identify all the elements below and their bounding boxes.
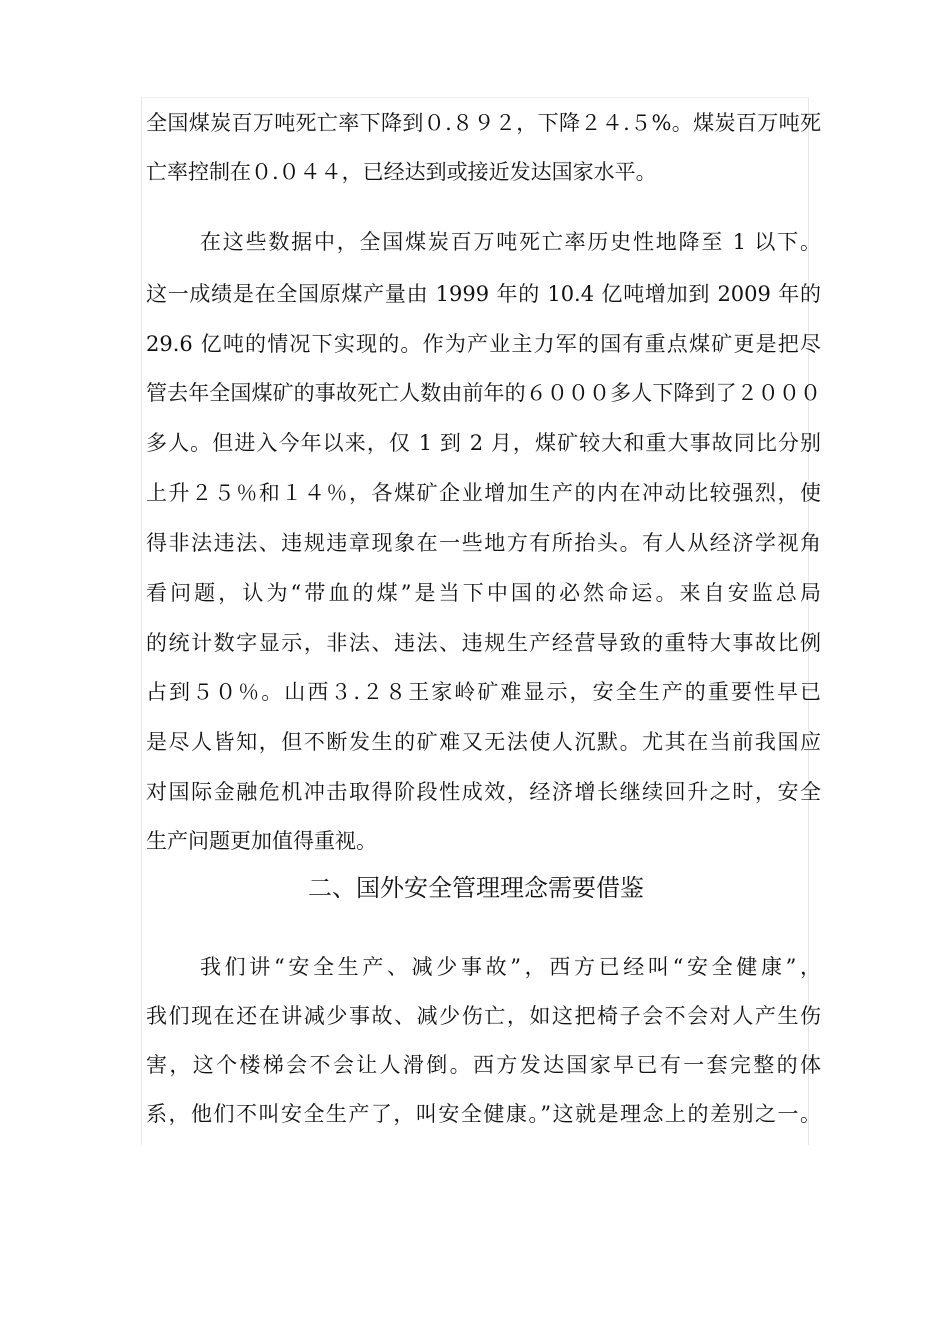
paragraph-3-line-4: 系，他们不叫安全生产了，叫安全健康。”这就是理念上的差别之一。 — [146, 1102, 821, 1126]
paragraph-2-line-9: 的统计数字显示，非法、违法、违规生产经营导致的重特大事故比例 — [146, 631, 821, 655]
paragraph-2-line-4: 管去年全国煤矿的事故死亡人数由前年的６０００多人下降到了２０００ — [146, 381, 821, 405]
paragraph-3-line-1: 我们讲“安全生产、减少事故”，西方已经叫“安全健康”， — [200, 955, 821, 979]
paragraph-2-line-7: 得非法违法、违规违章现象在一些地方有所抬头。有人从经济学视角 — [146, 531, 821, 555]
paragraph-1-line-1: 全国煤炭百万吨死亡率下降到０.８９２，下降２４.５%。煤炭百万吨死 — [146, 111, 821, 135]
paragraph-3-line-2: 我们现在还在讲减少事故、减少伤亡，如这把椅子会不会对人产生伤 — [146, 1004, 821, 1028]
paragraph-2-line-13: 生产问题更加值得重视。 — [146, 829, 377, 853]
paragraph-1-line-2: 亡率控制在０.０４４，已经达到或接近发达国家水平。 — [146, 160, 657, 184]
paragraph-2-line-3: 29.6 亿吨的情况下实现的。作为产业主力军的国有重点煤矿更是把尽 — [146, 332, 821, 356]
paragraph-2-line-5: 多人。但进入今年以来，仅 1 到 2 月，煤矿较大和重大事故同比分别 — [146, 431, 821, 455]
paragraph-2-line-1: 在这些数据中，全国煤炭百万吨死亡率历史性地降至 1 以下。 — [200, 230, 821, 254]
paragraph-2-line-2: 这一成绩是在全国原煤产量由 1999 年的 10.4 亿吨增加到 2009 年的 — [146, 282, 821, 306]
paragraph-2-line-8: 看问题，认为“带血的煤”是当下中国的必然命运。来自安监总局 — [146, 581, 821, 605]
paragraph-2-line-10: 占到５０％。山西３.２８王家岭矿难显示，安全生产的重要性早已 — [146, 680, 821, 704]
section-heading: 二、国外安全管理理念需要借鉴 — [308, 874, 644, 902]
paragraph-2-line-11: 是尽人皆知，但不断发生的矿难又无法使人沉默。尤其在当前我国应 — [146, 730, 821, 754]
paragraph-3-line-3: 害，这个楼梯会不会让人滑倒。西方发达国家早已有一套完整的体 — [146, 1053, 821, 1077]
paragraph-2-line-6: 上升２５％和１４％，各煤矿企业增加生产的内在冲动比较强烈，使 — [146, 481, 821, 505]
paragraph-2-line-12: 对国际金融危机冲击取得阶段性成效，经济增长继续回升之时，安全 — [146, 780, 821, 804]
